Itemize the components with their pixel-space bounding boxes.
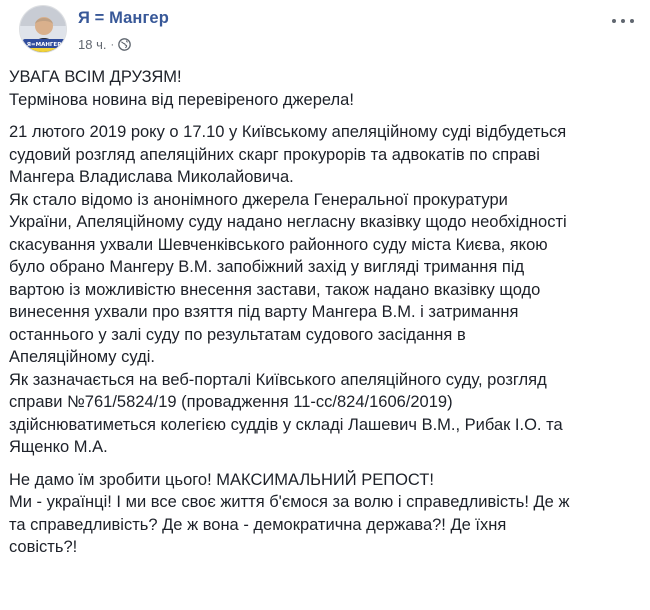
globe-icon[interactable] <box>118 38 131 51</box>
post-paragraph: Не дамо їм зробити цього! МАКСИМАЛЬНИЙ РЕПОСТ! Ми - українці! І ми все своє життя б'ємося за волю і справедливість! Де ж та справедливість? Де ж вона - демократична держава?! Де їхня совість?! <box>9 470 570 556</box>
post-paragraph: 21 лютого 2019 року о 17.10 у Київському апеляційному суді відбудеться судовий розгляд апеляційних скарг прокурорів та адвокатів по справі Мангера Владислава Миколайовича. Як стало відомо із анонімного джерела Генеральної прокуратури України, Апеляційному суду надано негласну вказівку щодо необхідності скасування ухвали Шевченківського районного суду міста Києва, якою було обрано Мангеру В.М. запобіжний захід у вигляді тримання під вартою із можливістю внесення застави, також надано вказівку щодо винесення ухвали про взяття під варту Мангера В.М. і затримання останнього у залі суду по результатам судового засідання в Апеляційному суді. Як зазначається на веб-порталі Київського апеляційного суду, розгляд справи №761/5824/19 (провадження 11-сс/824/1606/2019) здійснюватиметься колегією суддів у складі Лашевич В.М., Рибак І.О. та Ященко М.А. <box>9 123 567 456</box>
post-timestamp[interactable]: 18 ч. <box>78 37 107 52</box>
avatar-badge-text: Я=МАНГЕР <box>26 42 62 48</box>
meta-separator: · <box>110 38 115 51</box>
avatar[interactable] <box>19 5 67 53</box>
author-name-link[interactable]: Я = Мангер <box>78 9 169 27</box>
post-body <box>9 66 639 569</box>
avatar-image <box>20 6 67 53</box>
option-dot <box>612 19 616 23</box>
option-dot <box>621 19 625 23</box>
post-header <box>10 0 640 62</box>
more-options-icon[interactable] <box>612 14 634 28</box>
post-paragraph: УВАГА ВСІМ ДРУЗЯМ! Термінова новина від перевіреного джерела! <box>9 68 354 109</box>
post-meta <box>78 37 131 52</box>
option-dot <box>630 19 634 23</box>
